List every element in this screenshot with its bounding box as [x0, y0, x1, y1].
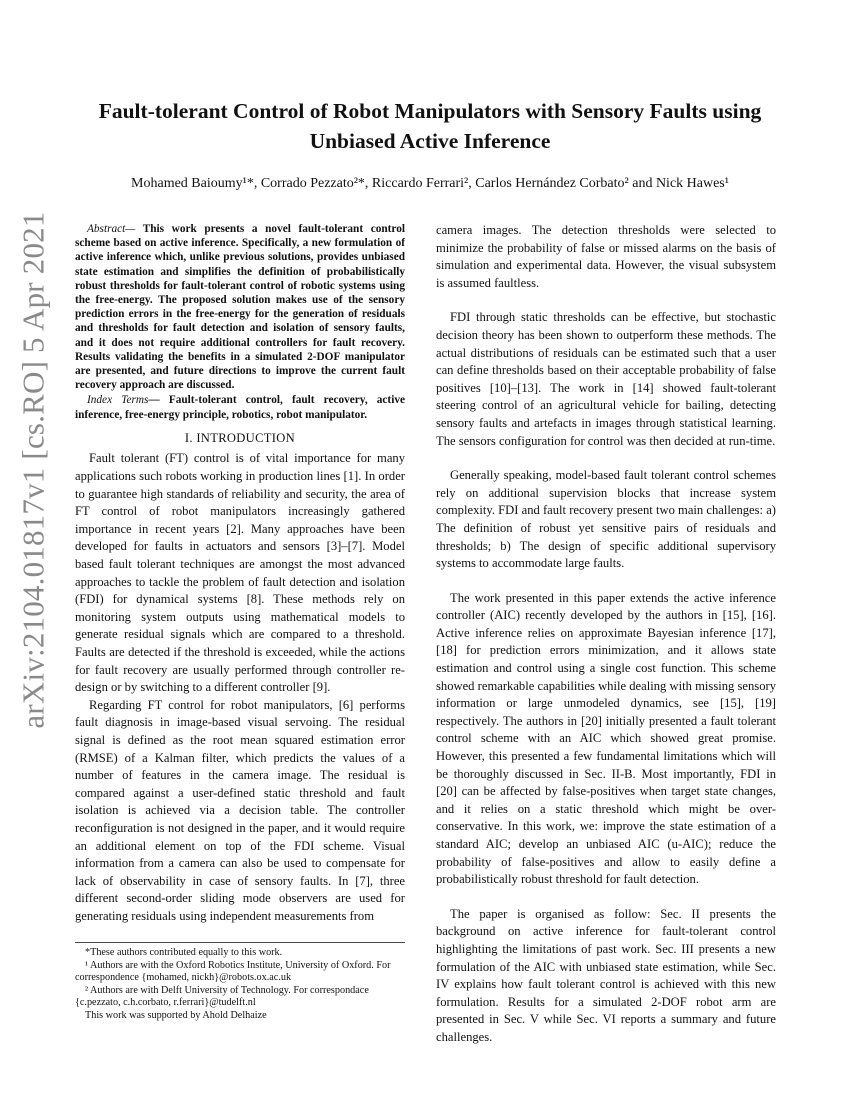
intro-paragraph-1: Fault tolerant (FT) control is of vital importance for many applications such robots working in production lines [1]. In order to guarantee high standards of reliability and security, the area of FT control of robot manipulators increasingly gathered importance in recent years [2]. Many approaches have been developed for faults in actuators and sensors [3]–[7]. Model based fault tolerant techniques are amongst the most advanced approaches to tackle the problem of fault detection and isolation (FDI) for dynamical systems [8]. These methods rely on monitoring system outputs using mathematical models to generate residual signals which are compared to a threshold. Faults are detected if the threshold is exceeded, while the actions for fault recovery are usually performed through controller re-design or by switching to a different controller [9]. [75, 451, 405, 695]
section-heading-introduction: I. INTRODUCTION [184, 430, 296, 445]
right-paragraph-3: Generally speaking, model-based fault tolerant control schemes rely on additional supervision blocks that increase system complexity. FDI and fault recovery present two main challenges: a) The definition of robust yet sensitive pairs of residuals and thresholds; b) The design of specific additional supervisory systems to accommodate large faults. [436, 468, 776, 571]
arxiv-sidebar-stamp [6, 211, 62, 729]
right-paragraph-1: camera images. The detection thresholds were selected to minimize the probability of false or missed alarms on the basis of simulation and experimental data. However, the visual subsystem is assumed faultless. [436, 223, 776, 290]
title-line-2: Unbiased Active Inference [309, 129, 551, 153]
abstract-label: Abstract— [87, 223, 136, 235]
left-column [75, 222, 405, 925]
right-paragraph-5: The paper is organised as follow: Sec. II presents the background on active inference for fault-tolerant control highlighting the limitations of past work. Sec. III presents a new formulation of the AIC with unbiased state estimation, while Sec. IV explains how fault tolerant control is achieved with this new formulation. Results for a simulated 2-DOF robot arm are presented in Sec. V while Sec. VI reports a summary and future challenges. [436, 906, 776, 1044]
right-paragraph-4: The work presented in this paper extends the active inference controller (AIC) recently developed by the authors in [15], [16]. Active inference relies on approximate Bayesian inference [17], [18] for prediction errors minimization, and it allows state estimation and control using a single cost function. This scheme showed remarkable capabilities while dealing with missing sensory information or large unmodeled dynamics, see [15], [19] respectively. The authors in [20] initially presented a fault tolerant control scheme with an AIC which showed great promise. However, this presented a few fundamental limitations which will be thoroughly discussed in Sec. II-B. Most importantly, FDI in [20] can be affected by false-positives when target state changes, and it relies on a static threshold which might be over-conservative. In this work, we: improve the state estimation of a standard AIC; develop an unbiased AIC (u-AIC); reduce the probability of false-positives and allow to easily define a probabilistically robust threshold for fault detection. [436, 590, 776, 887]
title-line-1: Fault-tolerant Control of Robot Manipulators with Sensory Faults using [98, 99, 762, 123]
index-terms-label: Index Terms [87, 394, 149, 407]
abstract [75, 222, 405, 392]
arxiv-identifier: arXiv:2104.01817v1 [cs.RO] 5 Apr 2021 [16, 211, 52, 729]
author-list: Mohamed Baioumy¹*, Corrado Pezzato²*, Riccardo Ferrari², Carlos Hernández Corbato² and Nick Hawes¹ [131, 176, 729, 191]
footnotes [75, 942, 405, 1023]
footnote-equal-contribution: *These authors contributed equally to this work. [85, 947, 283, 958]
intro-paragraph-2: Regarding FT control for robot manipulators, [6] performs fault diagnosis in image-based visual servoing. The residual signal is defined as the root mean squared estimation error (RMSE) of a Kalman filter, which predicts the values of a number of features in the camera image. The residual is compared against a user-defined static threshold and fault isolation is achieved via a decision table. The controller reconfiguration is not designed in the paper, and it would require an additional element on top of the FDI scheme. Visual information from a camera can also be used to compensate for lack of observability in case of sensory faults. In [7], three different second-order sliding mode observers are used for generating residuals using independent measurements from [75, 697, 405, 923]
right-paragraph-2: FDI through static thresholds can be effective, but stochastic decision theory has been shown to outperform these methods. The actual distributions of residuals can be estimated such that a user can define thresholds based on their acceptable probability of false positives [10]–[13]. The work in [14] showed fault-tolerant steering control of an agricultural vehicle for bailing, detecting sensory faults and artefacts in images through statistical learning. The sensors configuration for control was then decided at run-time. [436, 310, 776, 448]
abstract-text: This work presents a novel fault-tolerant control scheme based on active inference. Specifically, a new formulation of active inference which, unlike previous solutions, provides unbiased state estimation and simplifies the definition of probabilistically robust thresholds for fault-tolerant control of robotic systems using the free-energy. The proposed solution makes use of the sensory prediction errors in the free-energy for the generation of residuals and thresholds for fault detection and isolation of sensory faults, and it does not require additional controllers for fault recovery. Results validating the benefits in a simulated 2-DOF manipulator are presented, and future directions to improve the current fault recovery approach are discussed. [75, 223, 405, 392]
footnote-oxford: ¹ Authors are with the Oxford Robotics Institute, University of Oxford. For correspondence {mohamed, nickh}@robots.ox.ac.uk [75, 959, 391, 984]
footnote-funding: This work was supported by Ahold Delhaize [85, 1009, 267, 1021]
index-terms-text: — Fault-tolerant control, fault recovery, active inference, free-energy principle, robotics, robot manipulator. [75, 394, 405, 421]
footnote-delft: ² Authors are with Delft University of Technology. For correspondace {c.pezzato, c.h.corbato, r.ferrari}@tudelft.nl [75, 984, 369, 1009]
paper-title [60, 96, 800, 156]
index-terms [75, 393, 405, 421]
right-column [436, 222, 776, 1047]
